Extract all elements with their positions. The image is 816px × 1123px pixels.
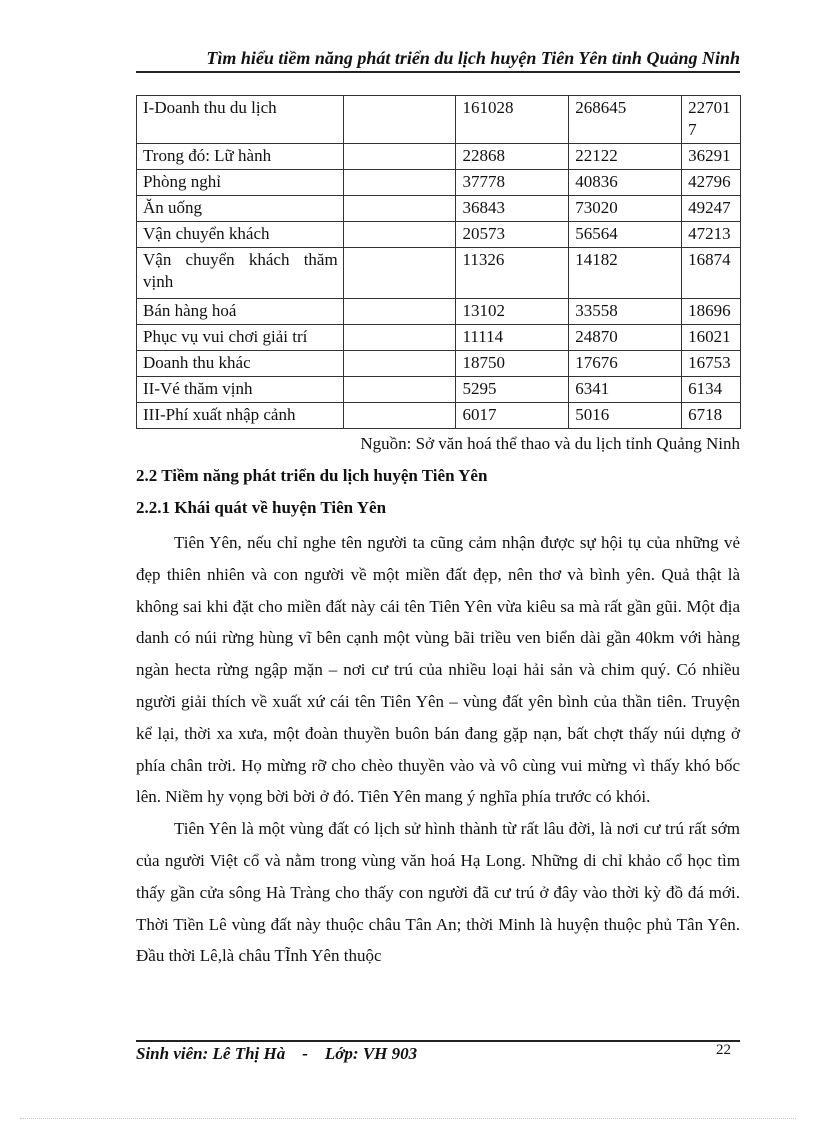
value-cell: 6134 — [682, 377, 741, 403]
value-cell: 16753 — [682, 351, 741, 377]
value-cell: 16874 — [682, 248, 741, 299]
empty-cell — [343, 248, 456, 299]
subsection-heading: 2.2.1 Khái quát về huyện Tiên Yên — [136, 498, 387, 517]
row-label: II-Vé thăm vịnh — [137, 377, 344, 403]
footer-separator: - — [302, 1044, 308, 1063]
body-text — [136, 527, 740, 972]
running-header: Tìm hiểu tiềm năng phát triển du lịch huyện Tiên Yên tỉnh Quảng Ninh — [206, 48, 740, 68]
value-cell: 47213 — [682, 222, 741, 248]
value-cell: 6718 — [682, 403, 741, 429]
value-cell: 227017 — [682, 96, 741, 144]
empty-cell — [343, 196, 456, 222]
table-row — [137, 403, 741, 429]
value-cell: 36843 — [456, 196, 569, 222]
value-cell: 13102 — [456, 299, 569, 325]
empty-cell — [343, 96, 456, 144]
value-cell: 17676 — [569, 351, 682, 377]
table-row — [137, 170, 741, 196]
value-cell: 33558 — [569, 299, 682, 325]
value-cell: 5016 — [569, 403, 682, 429]
value-cell: 40836 — [569, 170, 682, 196]
footer-rule — [136, 1040, 740, 1042]
table-row — [137, 351, 741, 377]
row-label: Bán hàng hoá — [137, 299, 344, 325]
value-cell: 18696 — [682, 299, 741, 325]
table-row — [137, 377, 741, 403]
revenue-table — [136, 95, 741, 429]
value-cell: 6017 — [456, 403, 569, 429]
table-row — [137, 325, 741, 351]
empty-cell — [343, 325, 456, 351]
section-heading: 2.2 Tiềm năng phát triển du lịch huyện Tiên Yên — [136, 466, 488, 485]
row-label: Ăn uống — [137, 196, 344, 222]
value-cell: 73020 — [569, 196, 682, 222]
value-cell: 14182 — [569, 248, 682, 299]
header-rule — [136, 71, 740, 73]
value-cell: 6341 — [569, 377, 682, 403]
empty-cell — [343, 170, 456, 196]
table-row — [137, 299, 741, 325]
empty-cell — [343, 377, 456, 403]
table-source-note: Nguồn: Sở văn hoá thể thao và du lịch tỉnh Quảng Ninh — [360, 434, 740, 453]
row-label: Vận chuyển khách — [137, 222, 344, 248]
row-label: Phòng nghỉ — [137, 170, 344, 196]
value-cell: 16021 — [682, 325, 741, 351]
value-cell: 5295 — [456, 377, 569, 403]
value-cell: 37778 — [456, 170, 569, 196]
footer — [136, 1044, 417, 1064]
row-label: I-Doanh thu du lịch — [137, 96, 344, 144]
row-label: III-Phí xuất nhập cảnh — [137, 403, 344, 429]
table-row — [137, 144, 741, 170]
table-row — [137, 222, 741, 248]
paragraph: Tiên Yên, nếu chỉ nghe tên người ta cũng cảm nhận được sự hội tụ của những vẻ đẹp thiên nhiên và con người về một miền đất đẹp, nên thơ và bình yên. Quả thật là không sai khi đặt cho miền đất này cái tên Tiên Yên vừa kiêu sa mà rất gần gũi. Một địa danh có núi rừng hùng vĩ bên cạnh một vùng bãi triều ven biển dài gần 40km với hàng ngàn hecta rừng ngập mặn – nơi cư trú của nhiều loại hải sản và chim quý. Có nhiều người giải thích về xuất xứ cái tên Tiên Yên – vùng đất yên bình của thần tiên. Truyện kể lại, thời xa xưa, một đoàn thuyền buôn bán đang gặp nạn, bất chợt thấy núi dựng ở phía chân trời. Họ mừng rỡ cho chèo thuyền vào và vô cùng vui mừng vì thấy khó bốc lên. Niềm hy vọng bời bời ở đó. Tiên Yên mang ý nghĩa phía trước có khói. — [136, 533, 740, 807]
value-cell: 22122 — [569, 144, 682, 170]
empty-cell — [343, 222, 456, 248]
page-number: 22 — [716, 1042, 731, 1058]
value-cell: 268645 — [569, 96, 682, 144]
empty-cell — [343, 351, 456, 377]
value-cell: 36291 — [682, 144, 741, 170]
value-cell: 56564 — [569, 222, 682, 248]
row-label: Trong đó: Lữ hành — [137, 144, 344, 170]
value-cell: 11326 — [456, 248, 569, 299]
value-cell: 20573 — [456, 222, 569, 248]
footer-class: Lớp: VH 903 — [324, 1044, 418, 1063]
value-cell: 42796 — [682, 170, 741, 196]
value-cell: 22868 — [456, 144, 569, 170]
row-label: Phục vụ vui chơi giải trí — [137, 325, 344, 351]
table-row — [137, 248, 741, 299]
paragraph: Tiên Yên là một vùng đất có lịch sử hình thành từ rất lâu đời, là nơi cư trú rất sớm của người Việt cổ và nằm trong vùng văn hoá Hạ Long. Những di chỉ khảo cổ học tìm thấy gần cửa sông Hà Tràng cho thấy con người đã cư trú ở đây vào thời kỳ đồ đá mới. Thời Tiền Lê vùng đất này thuộc châu Tân An; thời Minh là huyện thuộc phủ Tân Yên. Đầu thời Lê,là châu TĨnh Yên thuộc — [136, 819, 740, 966]
table-row — [137, 196, 741, 222]
row-label: Doanh thu khác — [137, 351, 344, 377]
value-cell: 24870 — [569, 325, 682, 351]
value-cell: 18750 — [456, 351, 569, 377]
empty-cell — [343, 403, 456, 429]
row-label: Vận chuyển khách thăm vịnh — [137, 248, 344, 299]
value-cell: 11114 — [456, 325, 569, 351]
page-edge-divider — [20, 1118, 796, 1119]
empty-cell — [343, 299, 456, 325]
value-cell: 49247 — [682, 196, 741, 222]
value-cell: 161028 — [456, 96, 569, 144]
empty-cell — [343, 144, 456, 170]
table-row — [137, 96, 741, 144]
footer-student: Sinh viên: Lê Thị Hà — [136, 1044, 286, 1063]
